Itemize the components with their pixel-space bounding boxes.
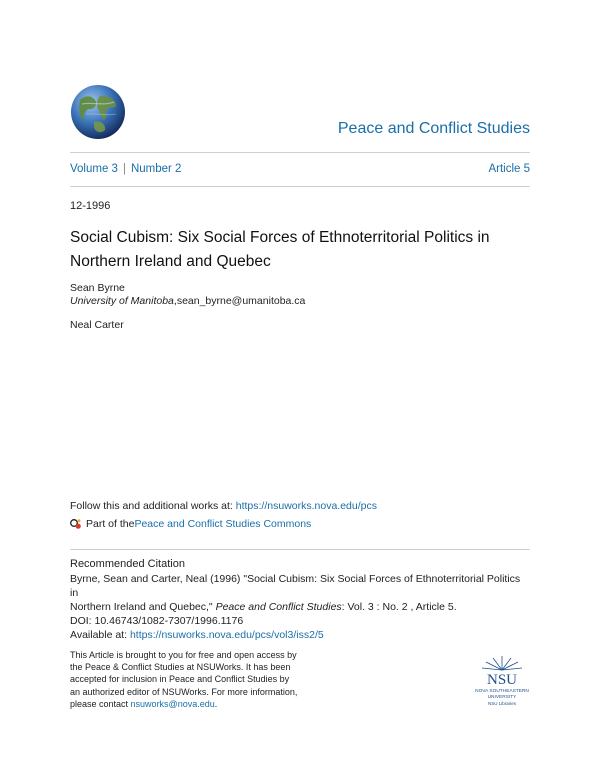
citation-line-2-prefix: Northern Ireland and Quebec," xyxy=(70,601,216,613)
commons-link[interactable]: Peace and Conflict Studies Commons xyxy=(134,518,312,530)
follow-url-link[interactable]: https://nsuworks.nova.edu/pcs xyxy=(235,500,377,512)
journal-title-link[interactable]: Peace and Conflict Studies xyxy=(337,120,530,137)
article-url-link[interactable]: https://nsuworks.nova.edu/pcs/vol3/iss2/5 xyxy=(129,629,324,641)
header-divider xyxy=(70,152,530,153)
nsu-letters: NSU xyxy=(486,672,518,688)
globe-logo-icon xyxy=(70,84,126,140)
contact-email-link[interactable]: nsuworks@nova.edu xyxy=(130,698,215,709)
volume-breadcrumb xyxy=(70,163,181,175)
nsu-line-1: NOVA SOUTHEASTERN xyxy=(475,689,529,694)
citation-line-2-suffix: : Vol. 3 : No. 2 , Article 5. xyxy=(341,601,457,613)
nsu-line-2: UNIVERSITY xyxy=(487,695,517,700)
access-line-1: This Article is brought to you for free and open access by xyxy=(70,650,297,660)
volume-divider xyxy=(70,186,530,187)
number-link[interactable]: Number 2 xyxy=(130,163,182,175)
contact-suffix: . xyxy=(214,698,218,709)
affiliation-text: University of Manitoba xyxy=(70,295,174,307)
contact-prefix: please contact xyxy=(70,698,131,709)
article-title: Social Cubism: Six Social Forces of Ethnoterritorial Politics in Northern Ireland and Quebec xyxy=(70,229,490,270)
breadcrumb-separator: | xyxy=(122,163,126,175)
publication-date: 12-1996 xyxy=(70,200,111,212)
citation-journal: Peace and Conflict Studies xyxy=(215,601,342,613)
volume-link[interactable]: Volume 3 xyxy=(70,163,118,175)
citation-divider xyxy=(70,549,530,550)
follow-prefix: Follow this and additional works at: xyxy=(70,500,236,512)
available-prefix: Available at: xyxy=(70,629,130,641)
citation-line-1: Byrne, Sean and Carter, Neal (1996) "Social Cubism: Six Social Forces of Ethnoterritorial Politics in xyxy=(70,573,521,599)
author-name-1: Sean Byrne xyxy=(70,282,125,294)
citation-line-2 xyxy=(70,600,530,614)
author-affiliation-1: University of Manitoba,sean_byrne@umanitoba.ca xyxy=(70,295,306,307)
access-line-2: the Peace & Conflict Studies at NSUWorks. It has been xyxy=(70,662,291,673)
nsu-sun-rays xyxy=(482,656,522,670)
nsu-line-3: NSU Libraries xyxy=(487,701,517,706)
access-line-5 xyxy=(70,698,310,710)
access-line-3: accepted for inclusion in Peace and Conflict Studies by xyxy=(70,674,290,685)
article-number-link[interactable]: Article 5 xyxy=(488,163,530,175)
access-line-4: an authorized editor of NSUWorks. For more information, xyxy=(70,686,298,697)
author-name-2: Neal Carter xyxy=(70,319,124,331)
follow-line xyxy=(70,500,377,512)
recommended-citation-heading: Recommended Citation xyxy=(70,558,185,570)
author-email-1: sean_byrne@umanitoba.ca xyxy=(176,295,306,307)
part-of-line xyxy=(70,518,311,530)
citation-block xyxy=(70,572,530,642)
access-statement xyxy=(70,649,310,710)
commons-network-icon xyxy=(70,518,82,530)
nsu-libraries-logo-icon xyxy=(462,654,542,710)
part-of-prefix: Part of the xyxy=(86,518,135,530)
citation-doi: DOI: 10.46743/1082-7307/1996.1176 xyxy=(70,615,244,627)
citation-available xyxy=(70,628,530,642)
